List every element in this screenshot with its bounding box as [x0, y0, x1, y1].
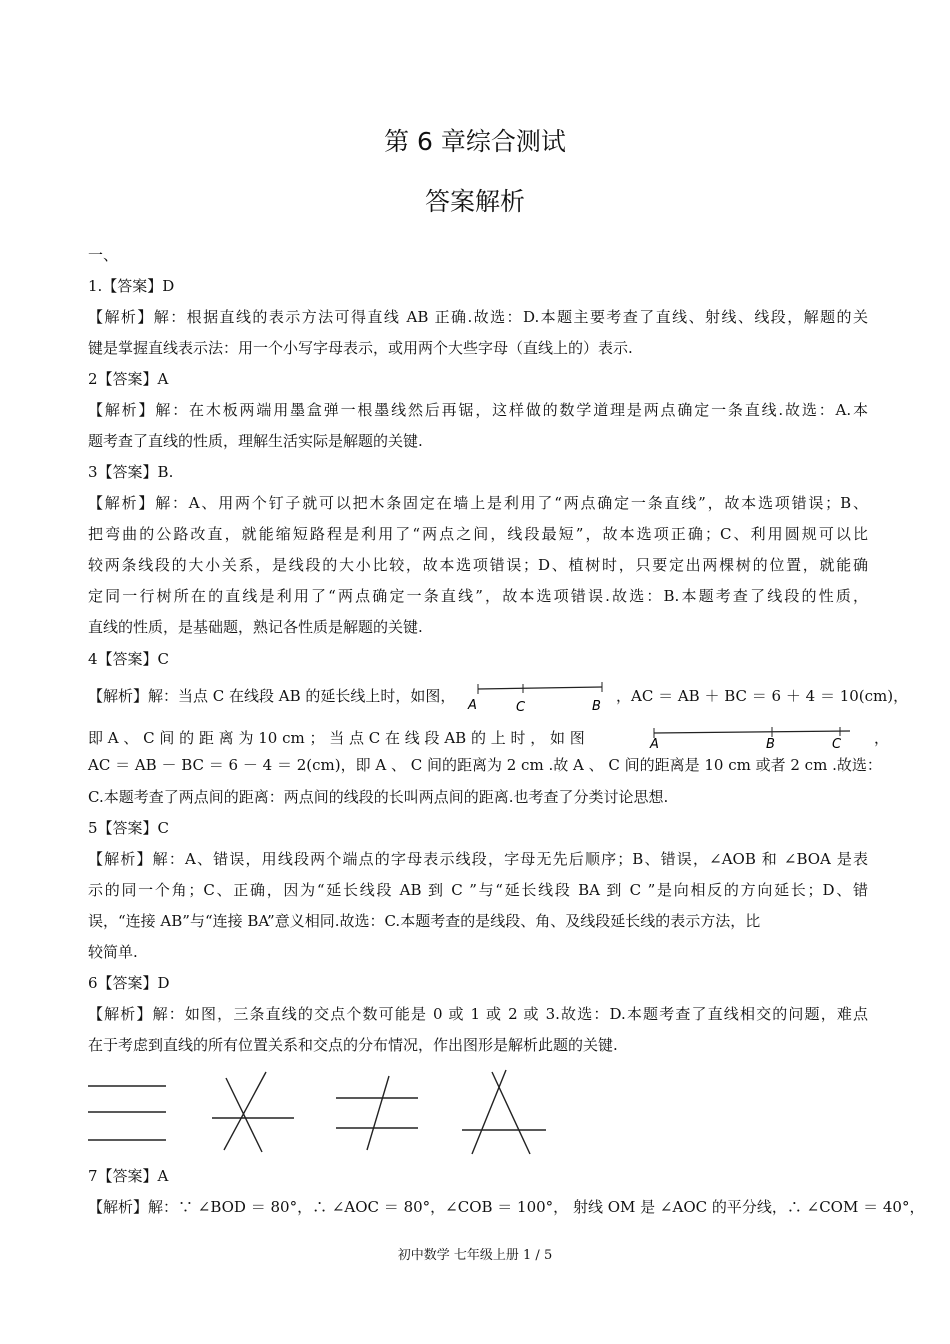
analysis-4-line4: C.本题考查了两点间的距离：两点间的线段的长叫两点间的距离.也考查了分类讨论思想. — [88, 788, 669, 806]
segment-figure-2 — [648, 724, 858, 752]
analysis-1-line1: 【解析】解：根据直线的表示方法可得直线 AB 正确.故选：D.本题主要考查了直线、射线、线段，解题的关 — [88, 308, 868, 326]
answer-3: 3【答案】B. — [88, 463, 174, 481]
analysis-4-line1a: 【解析】解：当点 C 在线段 AB 的延长线上时，如图， — [88, 687, 456, 705]
answer-1: 1.【答案】D — [88, 277, 175, 295]
case-three-intersections — [462, 1070, 546, 1154]
fig1-label-a: A — [468, 698, 477, 712]
page-footer: 初中数学 七年级上册 1 / 5 — [397, 1248, 553, 1263]
segment-figure-1 — [466, 680, 614, 712]
analysis-3-line2: 把弯曲的公路改直，就能缩短路程是利用了“两点之间，线段最短”，故本选项正确；C、利用圆规可以比 — [88, 525, 868, 543]
fig2-label-b: B — [766, 737, 775, 752]
analysis-4-line2a: 即 A 、 C 间 的 距 离 为 10 cm ； 当 点 C 在 线 段 AB 的 上 时 ， 如 图 — [88, 729, 585, 747]
answer-4: 4【答案】C — [88, 650, 170, 668]
answer-2: 2【答案】A — [88, 370, 169, 388]
analysis-2-line2: 题考查了直线的性质，理解生活实际是解题的关键. — [88, 432, 423, 450]
analysis-4-line1b: ，AC ＝ AB ＋ BC ＝ 6 ＋ 4 ＝ 10(cm)， — [616, 687, 909, 705]
fig1-label-c: C — [516, 700, 526, 712]
analysis-4-line2b: ， — [874, 729, 890, 747]
analysis-1-line2: 键是掌握直线表示法：用一个小写字母表示，或用两个大些字母（直线上的）表示. — [88, 339, 633, 357]
analysis-2-line1: 【解析】解：在木板两端用墨盒弹一根墨线然后再锯，这样做的数学道理是两点确定一条直线.故选：A.本 — [88, 401, 868, 419]
analysis-7-line1: 【解析】解：∵ ∠BOD ＝ 80°，∴ ∠AOC ＝ 80°，∠COB ＝ 100°， 射线 OM 是 ∠AOC 的平分线，∴ ∠COM ＝ 40°， — [88, 1198, 925, 1216]
analysis-6-line1: 【解析】解：如图，三条直线的交点个数可能是 0 或 1 或 2 或 3.故选：D.本题考查了直线相交的问题，难点 — [88, 1005, 868, 1023]
case-zero-intersections — [88, 1086, 166, 1140]
analysis-5-line2: 示的同一个角；C、正确，因为“延长线段 AB 到 C ”与“延长线段 BA 到 C ”是向相反的方向延长；D、错 — [88, 881, 868, 899]
analysis-3-line1: 【解析】解：A、用两个钉子就可以把木条固定在墙上是利用了“两点确定一条直线”，故本选项错误；B、 — [88, 494, 868, 512]
analysis-5-line1: 【解析】解：A、错误，用线段两个端点的字母表示线段，字母无先后顺序；B、错误，∠AOB 和 ∠BOA 是表 — [88, 850, 868, 868]
analysis-3-line4: 定同一行树所在的直线是利用了“两点确定一条直线”，故本选项错误.故选：B.本题考查了线段的性质， — [88, 587, 868, 605]
three-lines-figure — [84, 1068, 554, 1160]
fig2-label-a: A — [650, 737, 659, 752]
analysis-4-line3: AC ＝ AB － BC ＝ 6 － 4 ＝ 2(cm)，即 A 、 C 间的距离为 2 cm .故 A 、 C 间的距离是 10 cm 或者 2 cm .故选： — [88, 756, 882, 774]
analysis-3-line3: 较两条线段的大小关系，是线段的大小比较，故本选项错误；D、植树时，只要定出两棵树的位置，就能确 — [88, 556, 868, 574]
answer-5: 5【答案】C — [88, 819, 170, 837]
fig2-label-c: C — [832, 737, 842, 752]
case-two-intersections — [336, 1076, 418, 1150]
analysis-3-line5: 直线的性质，是基础题，熟记各性质是解题的关键. — [88, 618, 423, 636]
case-one-intersection — [212, 1072, 294, 1152]
answer-6: 6【答案】D — [88, 974, 170, 992]
answer-7: 7【答案】A — [88, 1167, 169, 1185]
analysis-5-line3: 误，“连接 AB”与“连接 BA”意义相同.故选：C.本题考查的是线段、角、及线段延长线的表示方法，比 — [88, 912, 761, 930]
page-title: 第 6 章综合测试 — [384, 127, 566, 156]
analysis-5-line4: 较简单. — [88, 943, 138, 961]
analysis-6-line2: 在于考虑到直线的所有位置关系和交点的分布情况，作出图形是解析此题的关键. — [88, 1036, 618, 1054]
fig1-label-b: B — [592, 699, 601, 712]
page-subtitle: 答案解析 — [424, 187, 525, 216]
section-heading: 一、 — [88, 246, 119, 264]
